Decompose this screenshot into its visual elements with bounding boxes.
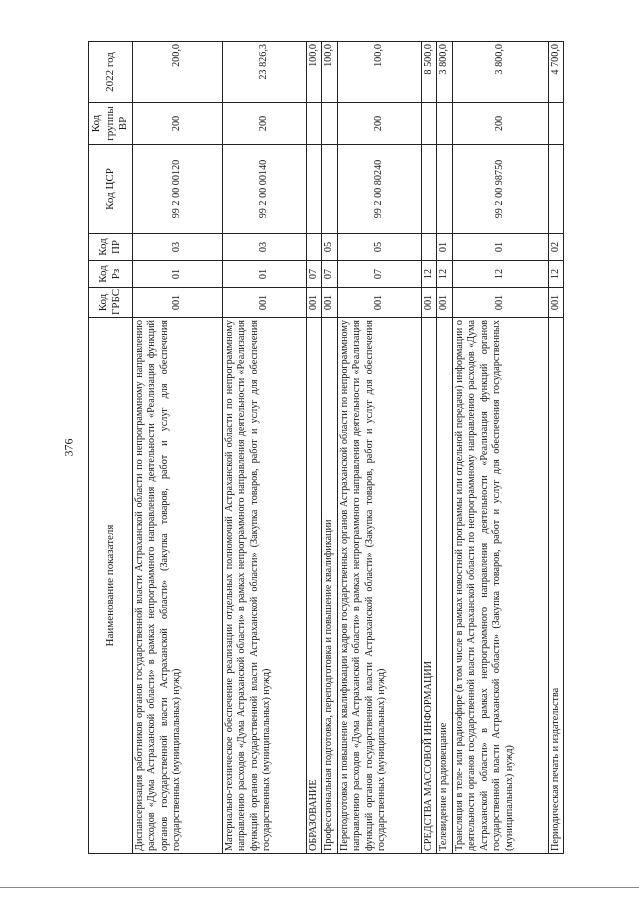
page-bottom-rule xyxy=(0,887,639,888)
header-pr: Код ПР xyxy=(89,234,133,261)
table-row xyxy=(306,42,322,854)
row-csr xyxy=(548,145,564,234)
header-vr: Код группы ВР xyxy=(89,103,133,145)
row-name: Материально-техническое обеспечение реализации отдельных полномочий Астраханской области по непрограммному направлению расходов «Дума Астраханской области» в рамках непрограммного направления деятельности «Реализация функций органов государственной власти Астраханской области» (Закупка товаров, работ и услуг для обеспечения государственных (муниципальных) нужд) xyxy=(222,318,306,854)
row-grbs: 001 xyxy=(452,288,548,318)
row-vr: 200 xyxy=(222,103,306,145)
row-rz: 12 xyxy=(548,261,564,288)
row-value: 23 826,3 xyxy=(222,42,306,103)
row-rz: 12 xyxy=(421,261,437,288)
row-value: 100,0 xyxy=(306,42,322,103)
header-csr: Код ЦСР xyxy=(89,145,133,234)
row-value: 3 800,0 xyxy=(452,42,548,103)
table-row xyxy=(548,42,564,854)
row-value: 100,0 xyxy=(337,42,421,103)
header-grbs: Код ГРБС xyxy=(89,288,133,318)
row-name: Профессиональная подготовка, переподготовка и повышение квалификации xyxy=(322,318,338,854)
row-name: Телевидение и радиовещание xyxy=(437,318,453,854)
row-value: 100,0 xyxy=(322,42,338,103)
header-name: Наименование показателя xyxy=(89,318,133,854)
row-grbs: 001 xyxy=(132,288,222,318)
table-row xyxy=(437,42,453,854)
row-pr: 02 xyxy=(548,234,564,261)
row-csr xyxy=(421,145,437,234)
row-pr: 03 xyxy=(132,234,222,261)
row-rz: 01 xyxy=(132,261,222,288)
budget-table-container xyxy=(88,42,561,854)
row-grbs: 001 xyxy=(306,288,322,318)
header-rz: Код Рз xyxy=(89,261,133,288)
table-header-row xyxy=(89,42,133,854)
row-name: Переподготовка и повышение квалификации кадров государственных органов Астраханской области по непрограммному направлению расходов «Дума Астраханской области» в рамках непрограммного направления деятельности «Реализация функций органов государственной власти Астраханской области» (Закупка товаров, работ и услуг для обеспечения государственных (муниципальных) нужд) xyxy=(337,318,421,854)
row-vr xyxy=(437,103,453,145)
row-csr: 99 2 00 00120 xyxy=(132,145,222,234)
table-row xyxy=(337,42,421,854)
header-year: 2022 год xyxy=(89,42,133,103)
row-pr: 05 xyxy=(322,234,338,261)
row-csr xyxy=(322,145,338,234)
row-vr: 200 xyxy=(452,103,548,145)
row-name: Диспансеризация работников органов государственной власти Астраханской области по непрограммному направлению расходов «Дума Астраханской области» в рамках непрограммного направления деятельности «Реализация функций органов государственной власти Астраханской области» (Закупка товаров, работ и услуг для обеспечения государственных (муниципальных) нужд) xyxy=(132,318,222,854)
row-pr: 01 xyxy=(437,234,453,261)
row-grbs: 001 xyxy=(548,288,564,318)
row-vr xyxy=(548,103,564,145)
row-rz: 12 xyxy=(452,261,548,288)
row-pr: 01 xyxy=(452,234,548,261)
table-row xyxy=(132,42,222,854)
row-name: ОБРАЗОВАНИЕ xyxy=(306,318,322,854)
row-csr xyxy=(306,145,322,234)
row-csr: 99 2 00 80240 xyxy=(337,145,421,234)
table-row xyxy=(421,42,437,854)
row-grbs: 001 xyxy=(421,288,437,318)
row-vr: 200 xyxy=(337,103,421,145)
row-rz: 12 xyxy=(437,261,453,288)
row-pr xyxy=(421,234,437,261)
page-number: 376 xyxy=(61,438,76,457)
row-value: 8 500,0 xyxy=(421,42,437,103)
row-rz: 07 xyxy=(337,261,421,288)
row-vr: 200 xyxy=(132,103,222,145)
row-pr xyxy=(306,234,322,261)
row-name: Периодическая печать и издательства xyxy=(548,318,564,854)
row-value: 3 800,0 xyxy=(437,42,453,103)
row-grbs: 001 xyxy=(222,288,306,318)
row-csr: 99 2 00 98750 xyxy=(452,145,548,234)
row-rz: 01 xyxy=(222,261,306,288)
row-csr xyxy=(437,145,453,234)
row-csr: 99 2 00 00140 xyxy=(222,145,306,234)
row-vr xyxy=(421,103,437,145)
row-pr: 03 xyxy=(222,234,306,261)
row-name: Трансляция в теле- или радиоэфире (в том числе в рамках новостной программы или отдельной передачи) информации о деятельности органов государственной власти Астраханской области по непрограммному направлению расходов «Дума Астраханской области» в рамках непрограммного направления деятельности «Реализация функций органов государственной власти Астраханской области» (Закупка товаров, работ и услуг для обеспечения государственных (муниципальных) нужд) xyxy=(452,318,548,854)
row-rz: 07 xyxy=(322,261,338,288)
row-value: 200,0 xyxy=(132,42,222,103)
row-name: СРЕДСТВА МАССОВОЙ ИНФОРМАЦИИ xyxy=(421,318,437,854)
budget-table xyxy=(88,41,564,854)
table-row xyxy=(222,42,306,854)
row-pr: 05 xyxy=(337,234,421,261)
row-vr xyxy=(322,103,338,145)
row-vr xyxy=(306,103,322,145)
row-grbs: 001 xyxy=(322,288,338,318)
row-grbs: 001 xyxy=(437,288,453,318)
row-grbs: 001 xyxy=(337,288,421,318)
table-row xyxy=(322,42,338,854)
table-row xyxy=(452,42,548,854)
row-rz: 07 xyxy=(306,261,322,288)
row-value: 4 700,0 xyxy=(548,42,564,103)
